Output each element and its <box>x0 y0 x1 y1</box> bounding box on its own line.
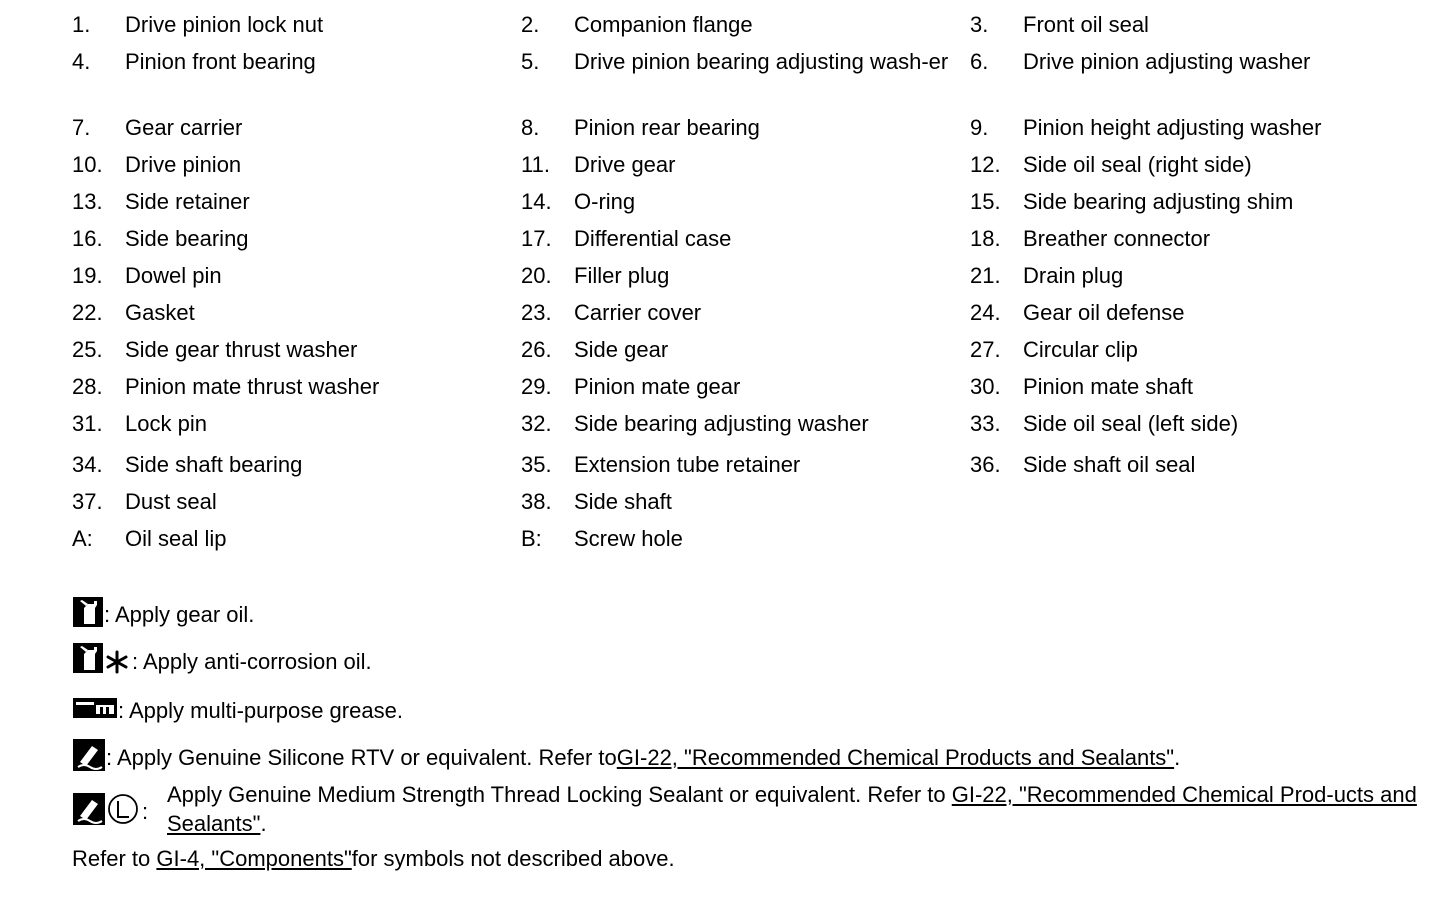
legend-silicone <box>72 738 1180 778</box>
footer-text: Refer to <box>72 846 151 871</box>
part-item <box>521 487 970 524</box>
part-label: Drive gear <box>574 152 676 177</box>
legend-silicone-tail: . <box>1174 745 1181 770</box>
part-item <box>72 224 521 261</box>
part-item <box>521 261 970 298</box>
part-number: 4. <box>72 49 91 74</box>
part-label: Side bearing adjusting shim <box>1023 189 1294 214</box>
part-number: 36. <box>970 452 1001 477</box>
link-gi-22-locking[interactable]: GI-22, "Recommended Chemical Prod-ucts and Sealants" <box>167 782 1417 836</box>
part-label: Pinion front bearing <box>125 49 316 74</box>
parts-row <box>72 524 1442 561</box>
part-label: Pinion rear bearing <box>574 115 760 140</box>
parts-row <box>72 150 1442 187</box>
parts-row <box>72 298 1442 335</box>
part-label: Dowel pin <box>125 263 222 288</box>
part-number: 16. <box>72 226 103 251</box>
legend-locking-body <box>167 780 1427 838</box>
part-number: 20. <box>521 263 552 288</box>
part-label: Companion flange <box>574 12 753 37</box>
part-item <box>72 298 521 335</box>
part-label: Side shaft <box>574 489 672 514</box>
part-item <box>521 450 970 487</box>
part-label: Circular clip <box>1023 337 1138 362</box>
part-number: 21. <box>970 263 1001 288</box>
legend-anticorrosion-text: : Apply anti-corrosion oil. <box>132 649 372 674</box>
part-number: 18. <box>970 226 1001 251</box>
part-item <box>72 10 521 47</box>
part-item <box>521 409 970 450</box>
part-item <box>72 113 521 150</box>
part-number: 17. <box>521 226 552 251</box>
part-item <box>521 150 970 187</box>
part-number: 1. <box>72 12 91 37</box>
part-number: B: <box>521 526 542 551</box>
legend-gear-oil <box>72 596 254 634</box>
part-number: 13. <box>72 189 103 214</box>
part-number: 29. <box>521 374 552 399</box>
part-label: Drive pinion <box>125 152 242 177</box>
part-number: 5. <box>521 49 540 74</box>
part-item <box>72 150 521 187</box>
legend-gear-oil-text: : Apply gear oil. <box>104 602 255 627</box>
part-label: Front oil seal <box>1023 12 1149 37</box>
part-item <box>72 261 521 298</box>
legend-grease-text: : Apply multi-purpose grease. <box>118 698 403 723</box>
legend-locking-colon: : <box>142 799 149 824</box>
part-item <box>521 335 970 372</box>
part-number: 3. <box>970 12 989 37</box>
part-label: Oil seal lip <box>125 526 227 551</box>
part-item <box>521 372 970 409</box>
part-number: 8. <box>521 115 540 140</box>
part-item <box>521 224 970 261</box>
parts-row <box>72 372 1442 409</box>
part-label: Side bearing <box>125 226 249 251</box>
part-label: Screw hole <box>574 526 683 551</box>
part-item <box>72 487 521 524</box>
part-number: 38. <box>521 489 552 514</box>
parts-row <box>72 224 1442 261</box>
part-number: 34. <box>72 452 103 477</box>
part-item <box>521 524 970 561</box>
part-item <box>72 450 521 487</box>
part-label: Side gear thrust washer <box>125 337 358 362</box>
part-label: Pinion mate shaft <box>1023 374 1193 399</box>
part-label: Side oil seal (left side) <box>1023 411 1239 436</box>
part-label: Gear carrier <box>125 115 243 140</box>
grease-gun-icon <box>72 696 118 726</box>
part-item <box>970 261 1419 298</box>
part-item <box>970 409 1419 450</box>
legend-grease <box>72 696 403 726</box>
part-item <box>970 450 1419 487</box>
part-number: 22. <box>72 300 103 325</box>
legend-locking-tail: . <box>260 811 267 836</box>
part-label: Lock pin <box>125 411 207 436</box>
part-item <box>521 10 970 47</box>
part-label: Side gear <box>574 337 669 362</box>
part-item <box>521 113 970 150</box>
oil-can-icon <box>72 596 104 634</box>
part-label: Carrier cover <box>574 300 702 325</box>
part-number: 32. <box>521 411 552 436</box>
part-number: 19. <box>72 263 103 288</box>
part-item <box>72 372 521 409</box>
sealant-tube-l-icon <box>72 792 142 832</box>
part-label: O-ring <box>574 189 636 214</box>
part-label: Side retainer <box>125 189 250 214</box>
part-number: 10. <box>72 152 103 177</box>
part-number: 12. <box>970 152 1001 177</box>
part-number: 11. <box>521 152 550 177</box>
part-label: Drain plug <box>1023 263 1124 288</box>
parts-row <box>72 10 1442 47</box>
part-number: 14. <box>521 189 552 214</box>
part-label: Side bearing adjusting washer <box>574 411 869 436</box>
part-number: 27. <box>970 337 1001 362</box>
part-item <box>970 187 1419 224</box>
part-label: Drive pinion bearing adjusting wash-er <box>574 49 949 74</box>
part-label: Side shaft oil seal <box>1023 452 1196 477</box>
part-item <box>970 10 1419 47</box>
part-number: 2. <box>521 12 540 37</box>
part-item <box>72 409 521 450</box>
parts-row <box>72 261 1442 298</box>
footer-note <box>72 846 675 872</box>
part-label: Filler plug <box>574 263 670 288</box>
part-number: 6. <box>970 49 989 74</box>
part-item <box>970 298 1419 335</box>
part-item <box>970 224 1419 261</box>
part-item <box>521 187 970 224</box>
part-item <box>970 372 1419 409</box>
part-label: Extension tube retainer <box>574 452 801 477</box>
part-number: 37. <box>72 489 103 514</box>
part-number: 9. <box>970 115 989 140</box>
part-item <box>72 524 521 561</box>
part-label: Pinion mate gear <box>574 374 741 399</box>
part-item <box>970 150 1419 187</box>
part-item <box>72 47 521 113</box>
part-number: 35. <box>521 452 552 477</box>
part-number: 31. <box>72 411 103 436</box>
part-number: 33. <box>970 411 1001 436</box>
part-label: Breather connector <box>1023 226 1211 251</box>
part-item <box>521 47 970 113</box>
part-label: Pinion height adjusting washer <box>1023 115 1322 140</box>
part-number: 24. <box>970 300 1001 325</box>
legend-silicone-text: : Apply Genuine Silicone RTV or equivalent. Refer to <box>106 745 617 770</box>
part-item <box>970 335 1419 372</box>
sealant-tube-icon <box>72 738 106 778</box>
part-number: 15. <box>970 189 1001 214</box>
part-item <box>72 187 521 224</box>
part-label: Gasket <box>125 300 195 325</box>
part-item <box>970 47 1419 113</box>
part-label: Side shaft bearing <box>125 452 303 477</box>
part-label: Side oil seal (right side) <box>1023 152 1252 177</box>
part-number: 25. <box>72 337 103 362</box>
part-number: 7. <box>72 115 91 140</box>
parts-list <box>72 10 1442 561</box>
part-label: Pinion mate thrust washer <box>125 374 380 399</box>
part-item <box>72 335 521 372</box>
part-item <box>970 113 1419 150</box>
legend-anticorrosion <box>72 642 372 682</box>
part-label: Gear oil defense <box>1023 300 1185 325</box>
footer-tail: for symbols not described above. <box>351 846 675 871</box>
link-gi-22-silicone[interactable]: GI-22, "Recommended Chemical Products and Sealants" <box>616 745 1175 770</box>
link-gi-4-components[interactable]: GI-4, "Components" <box>156 846 352 871</box>
parts-row <box>72 47 1442 113</box>
part-label: Differential case <box>574 226 732 251</box>
parts-row <box>72 187 1442 224</box>
part-label: Dust seal <box>125 489 217 514</box>
part-number: A: <box>72 526 93 551</box>
part-number: 28. <box>72 374 103 399</box>
part-number: 26. <box>521 337 552 362</box>
parts-row <box>72 487 1442 524</box>
legend-locking-text: Apply Genuine Medium Strength Thread Locking Sealant or equivalent. Refer to <box>167 782 952 807</box>
parts-row <box>72 335 1442 372</box>
part-label: Drive pinion adjusting washer <box>1023 49 1311 74</box>
part-number: 30. <box>970 374 1001 399</box>
parts-row <box>72 450 1442 487</box>
oil-can-asterisk-icon <box>72 642 132 682</box>
part-label: Drive pinion lock nut <box>125 12 324 37</box>
parts-row <box>72 409 1442 450</box>
part-number: 23. <box>521 300 552 325</box>
part-item <box>521 298 970 335</box>
parts-row <box>72 113 1442 150</box>
